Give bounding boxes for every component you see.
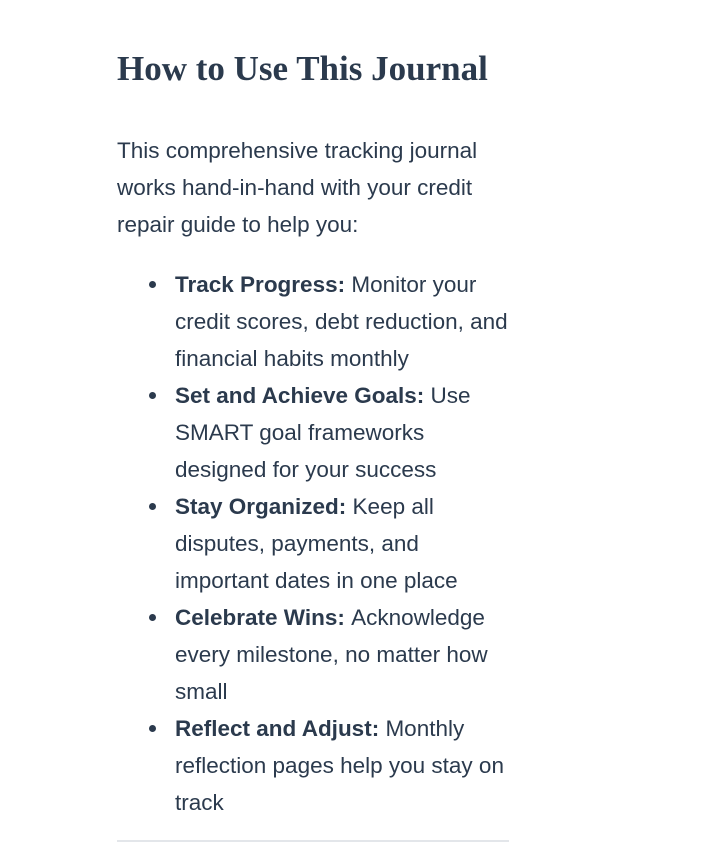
list-item-set-goals bbox=[175, 377, 512, 488]
list-item-reflect-adjust bbox=[175, 710, 512, 821]
list-item-text: Monitor your credit scores, debt reduction, and financial habits monthly bbox=[175, 272, 508, 371]
list-item-track-progress bbox=[175, 266, 512, 377]
bullet-icon bbox=[149, 281, 156, 288]
list-item-term: Celebrate Wins: bbox=[175, 605, 352, 630]
intro-paragraph: This comprehensive tracking journal works hand-in-hand with your credit repair guide to help you: bbox=[117, 138, 478, 237]
bullet-icon bbox=[149, 503, 156, 510]
journal-intro-section bbox=[117, 48, 512, 821]
section-divider bbox=[117, 840, 509, 842]
list-item-term: Track Progress: bbox=[175, 272, 352, 297]
list-item-text: Monthly reflection pages help you stay on track bbox=[175, 716, 504, 815]
page-title: How to Use This Journal bbox=[117, 49, 488, 88]
list-item-text: Keep all disputes, payments, and important dates in one place bbox=[175, 494, 458, 593]
benefits-list bbox=[117, 266, 512, 821]
bullet-icon bbox=[149, 614, 156, 621]
bullet-icon bbox=[149, 392, 156, 399]
list-item-term: Stay Organized: bbox=[175, 494, 353, 519]
list-item-text: Acknowledge every milestone, no matter how small bbox=[175, 605, 488, 704]
list-item-celebrate-wins bbox=[175, 599, 512, 710]
list-item-text: Use SMART goal frameworks designed for your success bbox=[175, 383, 471, 482]
list-item-term: Set and Achieve Goals: bbox=[175, 383, 431, 408]
list-item-term: Reflect and Adjust: bbox=[175, 716, 386, 741]
bullet-icon bbox=[149, 725, 156, 732]
list-item-stay-organized bbox=[175, 488, 512, 599]
